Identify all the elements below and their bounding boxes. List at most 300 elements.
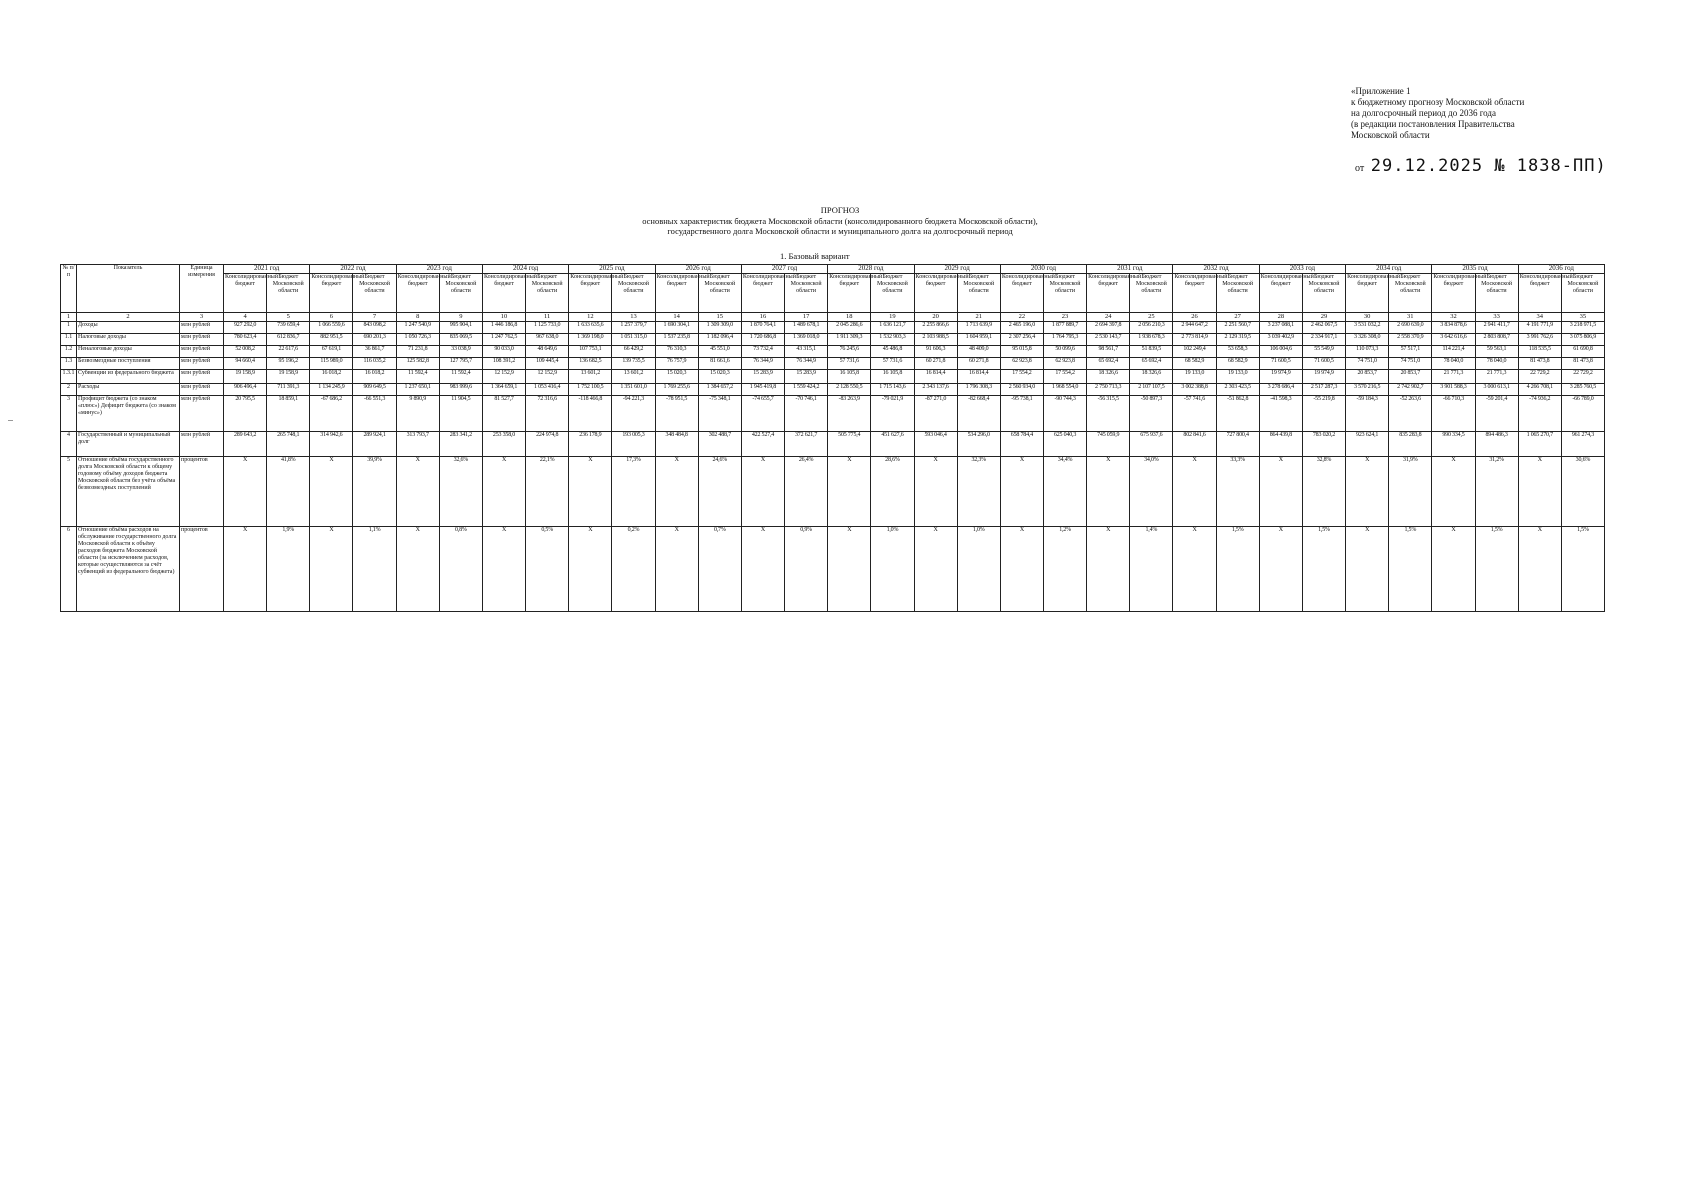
- value-cell: 22,1%: [526, 457, 569, 527]
- value-cell: X: [1173, 457, 1216, 527]
- value-cell: 1,0%: [957, 527, 1000, 612]
- unit-cell: млн рублей: [180, 346, 224, 358]
- value-cell: 1 384 657,2: [698, 384, 741, 396]
- value-cell: 505 775,4: [828, 432, 871, 457]
- year-header: 2034 год: [1346, 265, 1432, 274]
- value-cell: 65 692,4: [1087, 358, 1130, 370]
- value-cell: 78 040,0: [1475, 358, 1518, 370]
- value-cell: 16 105,8: [828, 370, 871, 384]
- value-cell: 0,7%: [698, 527, 741, 612]
- consolidated-budget-header: Консолидированный бюджет: [310, 274, 353, 313]
- indicator-name: Налоговые доходы: [77, 334, 180, 346]
- value-cell: X: [828, 527, 871, 612]
- value-cell: 2 303 423,5: [1216, 384, 1259, 396]
- value-cell: 372 621,7: [785, 432, 828, 457]
- value-cell: 835 069,5: [439, 334, 482, 346]
- value-cell: 1 053 416,4: [526, 384, 569, 396]
- value-cell: 1 446 186,8: [482, 322, 525, 334]
- value-cell: X: [655, 527, 698, 612]
- value-cell: 1 351 601,0: [612, 384, 655, 396]
- column-number: 2: [77, 313, 180, 322]
- value-cell: 16 018,2: [353, 370, 396, 384]
- value-cell: X: [1518, 457, 1561, 527]
- value-cell: 31,2%: [1475, 457, 1518, 527]
- value-cell: X: [1346, 457, 1389, 527]
- value-cell: 115 989,0: [310, 358, 353, 370]
- value-cell: 3 002 388,8: [1173, 384, 1216, 396]
- value-cell: 265 748,1: [267, 432, 310, 457]
- value-cell: 1,5%: [1302, 527, 1345, 612]
- value-cell: 2 103 988,5: [914, 334, 957, 346]
- row-number: 1.2: [61, 346, 77, 358]
- table-row: [61, 346, 1605, 358]
- value-cell: 1 968 554,0: [1043, 384, 1086, 396]
- value-cell: 1 752 100,5: [569, 384, 612, 396]
- column-number: 16: [741, 313, 784, 322]
- value-cell: 2 107 107,5: [1130, 384, 1173, 396]
- year-header: 2028 год: [828, 265, 914, 274]
- table-row: [61, 384, 1605, 396]
- title-line: ПРОГНОЗ: [820, 205, 860, 215]
- value-cell: 12 152,9: [526, 370, 569, 384]
- unit-cell: млн рублей: [180, 396, 224, 432]
- value-cell: 289 643,2: [224, 432, 267, 457]
- value-cell: 19 974,9: [1302, 370, 1345, 384]
- column-number: 12: [569, 313, 612, 322]
- row-number: 1.3.1: [61, 370, 77, 384]
- value-cell: 2 343 137,6: [914, 384, 957, 396]
- unit-cell: млн рублей: [180, 358, 224, 370]
- value-cell: 3 991 762,6: [1518, 334, 1561, 346]
- value-cell: 1,5%: [1561, 527, 1604, 612]
- value-cell: 1 690 304,1: [655, 322, 698, 334]
- value-cell: 17,3%: [612, 457, 655, 527]
- indicator-name: Профицит бюджета (со знаком «плюс») Дефицит бюджета (со знаком «минус»): [77, 396, 180, 432]
- value-cell: 68 582,9: [1216, 358, 1259, 370]
- value-cell: 78 040,0: [1432, 358, 1475, 370]
- value-cell: 19 133,0: [1173, 370, 1216, 384]
- value-cell: 106 004,6: [1259, 346, 1302, 358]
- value-cell: 1 051 315,0: [612, 334, 655, 346]
- value-cell: -75 348,1: [698, 396, 741, 432]
- value-cell: 36 861,7: [353, 346, 396, 358]
- resolution-reference: [1355, 156, 1607, 176]
- value-cell: 55 549,9: [1302, 346, 1345, 358]
- value-cell: 690 201,3: [353, 334, 396, 346]
- value-cell: 17 554,2: [1043, 370, 1086, 384]
- value-cell: 1 877 889,7: [1043, 322, 1086, 334]
- value-cell: 114 221,4: [1432, 346, 1475, 358]
- value-cell: 1 769 255,6: [655, 384, 698, 396]
- value-cell: -95 738,1: [1000, 396, 1043, 432]
- indicator-name: Субвенции из федерального бюджета: [77, 370, 180, 384]
- value-cell: 1 066 559,6: [310, 322, 353, 334]
- value-cell: 12 152,9: [482, 370, 525, 384]
- value-cell: 57 731,6: [828, 358, 871, 370]
- value-cell: 1 364 659,1: [482, 384, 525, 396]
- row-number: 4: [61, 432, 77, 457]
- value-cell: -52 263,6: [1389, 396, 1432, 432]
- value-cell: -78 951,5: [655, 396, 698, 432]
- header-unit: Единица измерения: [180, 265, 224, 313]
- value-cell: -66 551,3: [353, 396, 396, 432]
- value-cell: X: [482, 457, 525, 527]
- value-cell: 835 283,8: [1389, 432, 1432, 457]
- value-cell: 95 015,8: [1000, 346, 1043, 358]
- value-cell: -57 741,6: [1173, 396, 1216, 432]
- column-number: 4: [224, 313, 267, 322]
- value-cell: 41,8%: [267, 457, 310, 527]
- value-cell: 21 771,3: [1475, 370, 1518, 384]
- value-cell: 76 245,6: [828, 346, 871, 358]
- year-header: 2021 год: [224, 265, 310, 274]
- value-cell: 658 784,4: [1000, 432, 1043, 457]
- consolidated-budget-header: Консолидированный бюджет: [914, 274, 957, 313]
- value-cell: 28,6%: [871, 457, 914, 527]
- table-row: [61, 358, 1605, 370]
- value-cell: 31,9%: [1389, 457, 1432, 527]
- column-number: 15: [698, 313, 741, 322]
- value-cell: -70 746,1: [785, 396, 828, 432]
- value-cell: 2 694 397,8: [1087, 322, 1130, 334]
- value-cell: -59 184,3: [1346, 396, 1389, 432]
- value-cell: 1 050 726,3: [396, 334, 439, 346]
- value-cell: 2 307 256,4: [1000, 334, 1043, 346]
- value-cell: 71 231,8: [396, 346, 439, 358]
- value-cell: 18 859,1: [267, 396, 310, 432]
- value-cell: -66 789,0: [1561, 396, 1604, 432]
- value-cell: 11 592,4: [396, 370, 439, 384]
- variant-heading: 1. Базовый вариант: [780, 251, 850, 261]
- value-cell: 139 735,5: [612, 358, 655, 370]
- value-cell: 76 344,9: [785, 358, 828, 370]
- value-cell: 1 237 650,1: [396, 384, 439, 396]
- value-cell: 1 559 424,2: [785, 384, 828, 396]
- appendix-line: «Приложение 1: [1351, 86, 1411, 96]
- value-cell: 2 558 370,9: [1389, 334, 1432, 346]
- regional-budget-header: Бюджет Московской области: [267, 274, 310, 313]
- value-cell: 1 720 686,8: [741, 334, 784, 346]
- value-cell: -55 219,8: [1302, 396, 1345, 432]
- regional-budget-header: Бюджет Московской области: [1043, 274, 1086, 313]
- value-cell: 20 795,5: [224, 396, 267, 432]
- unit-cell: млн рублей: [180, 334, 224, 346]
- value-cell: X: [396, 527, 439, 612]
- value-cell: X: [310, 457, 353, 527]
- year-header: 2033 год: [1259, 265, 1345, 274]
- value-cell: 57 517,1: [1389, 346, 1432, 358]
- value-cell: 71 600,5: [1259, 358, 1302, 370]
- value-cell: 110 073,3: [1346, 346, 1389, 358]
- value-cell: 51 839,5: [1130, 346, 1173, 358]
- column-number: 22: [1000, 313, 1043, 322]
- resolution-prefix: от: [1355, 163, 1365, 174]
- column-number: 8: [396, 313, 439, 322]
- value-cell: 73 732,4: [741, 346, 784, 358]
- year-header: 2029 год: [914, 265, 1000, 274]
- value-cell: 534 296,0: [957, 432, 1000, 457]
- value-cell: X: [828, 457, 871, 527]
- value-cell: 2 803 808,7: [1475, 334, 1518, 346]
- value-cell: 0,5%: [526, 527, 569, 612]
- value-cell: 1 134 245,9: [310, 384, 353, 396]
- value-cell: -59 201,4: [1475, 396, 1518, 432]
- regional-budget-header: Бюджет Московской области: [439, 274, 482, 313]
- table-row: [61, 432, 1605, 457]
- year-header: 2025 год: [569, 265, 655, 274]
- value-cell: 66 429,2: [612, 346, 655, 358]
- value-cell: 302 488,7: [698, 432, 741, 457]
- resolution-date-number: 29.12.2025 № 1838-ПП): [1370, 156, 1607, 176]
- column-number: 10: [482, 313, 525, 322]
- column-number: 17: [785, 313, 828, 322]
- value-cell: 43 315,1: [785, 346, 828, 358]
- value-cell: 22 617,6: [267, 346, 310, 358]
- appendix-line: (в редакции постановления Правительства: [1351, 119, 1515, 129]
- value-cell: -41 598,3: [1259, 396, 1302, 432]
- table-row: [61, 334, 1605, 346]
- consolidated-budget-header: Консолидированный бюджет: [224, 274, 267, 313]
- value-cell: 76 344,9: [741, 358, 784, 370]
- appendix-line: к бюджетному прогнозу Московской области: [1351, 97, 1525, 107]
- table-row: [61, 370, 1605, 384]
- row-number: 1.3: [61, 358, 77, 370]
- value-cell: 451 627,6: [871, 432, 914, 457]
- year-header: 2026 год: [655, 265, 741, 274]
- unit-cell: млн рублей: [180, 432, 224, 457]
- value-cell: 1 713 639,9: [957, 322, 1000, 334]
- value-cell: 2 560 934,0: [1000, 384, 1043, 396]
- column-number: 24: [1087, 313, 1130, 322]
- consolidated-budget-header: Консолидированный бюджет: [482, 274, 525, 313]
- value-cell: 1 537 235,8: [655, 334, 698, 346]
- value-cell: 1,5%: [1475, 527, 1518, 612]
- forecast-table: [60, 264, 1605, 612]
- value-cell: X: [1259, 527, 1302, 612]
- table-row: [61, 322, 1605, 334]
- value-cell: 1 945 419,8: [741, 384, 784, 396]
- value-cell: 983 999,6: [439, 384, 482, 396]
- unit-cell: процентов: [180, 457, 224, 527]
- value-cell: 45 486,8: [871, 346, 914, 358]
- year-header: 2027 год: [741, 265, 827, 274]
- value-cell: 34,0%: [1130, 457, 1173, 527]
- value-cell: 224 974,8: [526, 432, 569, 457]
- regional-budget-header: Бюджет Московской области: [526, 274, 569, 313]
- value-cell: 59 563,1: [1475, 346, 1518, 358]
- value-cell: -74 936,2: [1518, 396, 1561, 432]
- value-cell: 2 517 287,3: [1302, 384, 1345, 396]
- value-cell: 4 266 708,1: [1518, 384, 1561, 396]
- value-cell: 2 462 067,5: [1302, 322, 1345, 334]
- value-cell: 16 018,2: [310, 370, 353, 384]
- value-cell: 780 623,4: [224, 334, 267, 346]
- value-cell: 60 271,8: [957, 358, 1000, 370]
- appendix-line: Московской области: [1351, 130, 1430, 140]
- value-cell: X: [914, 527, 957, 612]
- value-cell: 20 853,7: [1389, 370, 1432, 384]
- value-cell: 11 592,4: [439, 370, 482, 384]
- value-cell: -87 271,0: [914, 396, 957, 432]
- year-header: 2031 год: [1087, 265, 1173, 274]
- column-number: 19: [871, 313, 914, 322]
- value-cell: -56 315,5: [1087, 396, 1130, 432]
- value-cell: 1 309 309,0: [698, 322, 741, 334]
- value-cell: X: [1000, 457, 1043, 527]
- column-number: 11: [526, 313, 569, 322]
- value-cell: 864 439,8: [1259, 432, 1302, 457]
- consolidated-budget-header: Консолидированный бюджет: [1259, 274, 1302, 313]
- value-cell: 3 237 088,1: [1259, 322, 1302, 334]
- value-cell: 313 793,7: [396, 432, 439, 457]
- value-cell: 283 341,2: [439, 432, 482, 457]
- value-cell: 3 278 686,4: [1259, 384, 1302, 396]
- consolidated-budget-header: Консолидированный бюджет: [1000, 274, 1043, 313]
- row-number: 1: [61, 322, 77, 334]
- regional-budget-header: Бюджет Московской области: [1475, 274, 1518, 313]
- indicator-name: Неналоговые доходы: [77, 346, 180, 358]
- value-cell: 2 056 210,3: [1130, 322, 1173, 334]
- value-cell: 21 771,3: [1432, 370, 1475, 384]
- value-cell: -66 710,3: [1432, 396, 1475, 432]
- value-cell: 2 530 143,7: [1087, 334, 1130, 346]
- value-cell: 1,0%: [871, 527, 914, 612]
- consolidated-budget-header: Консолидированный бюджет: [741, 274, 784, 313]
- value-cell: -51 862,8: [1216, 396, 1259, 432]
- value-cell: 2 045 286,6: [828, 322, 871, 334]
- regional-budget-header: Бюджет Московской области: [1561, 274, 1604, 313]
- regional-budget-header: Бюджет Московской области: [1130, 274, 1173, 313]
- consolidated-budget-header: Консолидированный бюджет: [1346, 274, 1389, 313]
- consolidated-budget-header: Консолидированный бюджет: [655, 274, 698, 313]
- column-number: 30: [1346, 313, 1389, 322]
- value-cell: 22 729,2: [1561, 370, 1604, 384]
- value-cell: 1,1%: [353, 527, 396, 612]
- header-indicator: Показатель: [77, 265, 180, 313]
- value-cell: 30,6%: [1561, 457, 1604, 527]
- value-cell: 2 128 550,5: [828, 384, 871, 396]
- value-cell: 15 283,9: [785, 370, 828, 384]
- title-line: основных характеристик бюджета Московской области (консолидированного бюджета Московской области),: [642, 215, 1038, 226]
- value-cell: 961 274,3: [1561, 432, 1604, 457]
- column-number: 28: [1259, 313, 1302, 322]
- value-cell: 13 601,2: [612, 370, 655, 384]
- regional-budget-header: Бюджет Московской области: [957, 274, 1000, 313]
- column-number: 27: [1216, 313, 1259, 322]
- title-line: государственного долга Московской области и муниципального долга на долгосрочный период: [667, 226, 1013, 236]
- value-cell: 109 445,4: [526, 358, 569, 370]
- column-number: 31: [1389, 313, 1432, 322]
- value-cell: 108 391,2: [482, 358, 525, 370]
- value-cell: 98 561,7: [1087, 346, 1130, 358]
- value-cell: X: [1518, 527, 1561, 612]
- value-cell: 107 753,1: [569, 346, 612, 358]
- indicator-name: Расходы: [77, 384, 180, 396]
- indicator-name: Отношение объёма государственного долга Московской области к общему годовому объёму доходов бюджета Московской области без учёта объёма безвозмездных поступлений: [77, 457, 180, 527]
- value-cell: 95 196,2: [267, 358, 310, 370]
- indicator-name: Безвозмездные поступления: [77, 358, 180, 370]
- value-cell: 3 075 806,9: [1561, 334, 1604, 346]
- value-cell: 48 409,0: [957, 346, 1000, 358]
- table-row: [61, 527, 1605, 612]
- consolidated-budget-header: Консолидированный бюджет: [396, 274, 439, 313]
- column-number: 7: [353, 313, 396, 322]
- value-cell: 15 020,3: [655, 370, 698, 384]
- value-cell: X: [569, 457, 612, 527]
- column-number: 29: [1302, 313, 1345, 322]
- value-cell: X: [224, 457, 267, 527]
- row-number: 5: [61, 457, 77, 527]
- value-cell: 94 660,4: [224, 358, 267, 370]
- column-number: 13: [612, 313, 655, 322]
- value-cell: 71 600,5: [1302, 358, 1345, 370]
- value-cell: 3 285 760,5: [1561, 384, 1604, 396]
- value-cell: X: [1087, 527, 1130, 612]
- value-cell: 18 326,6: [1130, 370, 1173, 384]
- value-cell: 33,3%: [1216, 457, 1259, 527]
- column-number: 18: [828, 313, 871, 322]
- indicator-name: Отношение объёма расходов на обслуживание государственного долга Московской области к объёму расходов бюджета Московской области (за исключением расходов, которые осуществляются за счёт субвенций из федерального бюджета): [77, 527, 180, 612]
- value-cell: 118 535,5: [1518, 346, 1561, 358]
- value-cell: 67 619,1: [310, 346, 353, 358]
- value-cell: 1 796 308,3: [957, 384, 1000, 396]
- unit-cell: млн рублей: [180, 384, 224, 396]
- regional-budget-header: Бюджет Московской области: [612, 274, 655, 313]
- value-cell: 783 020,2: [1302, 432, 1345, 457]
- value-cell: 1 489 678,1: [785, 322, 828, 334]
- value-cell: 1,9%: [267, 527, 310, 612]
- value-cell: 116 035,2: [353, 358, 396, 370]
- value-cell: 48 649,6: [526, 346, 569, 358]
- value-cell: 45 551,0: [698, 346, 741, 358]
- column-number: 26: [1173, 313, 1216, 322]
- consolidated-budget-header: Консолидированный бюджет: [828, 274, 871, 313]
- value-cell: 1,2%: [1043, 527, 1086, 612]
- column-number: 9: [439, 313, 482, 322]
- year-header: 2024 год: [482, 265, 568, 274]
- value-cell: -50 897,3: [1130, 396, 1173, 432]
- scan-mark: [8, 420, 13, 421]
- value-cell: 2 750 713,3: [1087, 384, 1130, 396]
- value-cell: 3 531 032,2: [1346, 322, 1389, 334]
- value-cell: X: [569, 527, 612, 612]
- value-cell: X: [224, 527, 267, 612]
- value-cell: -83 263,9: [828, 396, 871, 432]
- value-cell: -94 221,3: [612, 396, 655, 432]
- consolidated-budget-header: Консолидированный бюджет: [1432, 274, 1475, 313]
- value-cell: 19 133,0: [1216, 370, 1259, 384]
- value-cell: 74 751,0: [1346, 358, 1389, 370]
- value-cell: 1 938 678,3: [1130, 334, 1173, 346]
- value-cell: 1 065 270,7: [1518, 432, 1561, 457]
- value-cell: 19 158,9: [224, 370, 267, 384]
- column-number: 3: [180, 313, 224, 322]
- year-header: 2032 год: [1173, 265, 1259, 274]
- value-cell: 3 326 308,0: [1346, 334, 1389, 346]
- value-cell: X: [310, 527, 353, 612]
- value-cell: 927 292,0: [224, 322, 267, 334]
- row-number: 2: [61, 384, 77, 396]
- value-cell: 26,4%: [785, 457, 828, 527]
- value-cell: X: [396, 457, 439, 527]
- value-cell: 1 369 018,0: [785, 334, 828, 346]
- column-number: 35: [1561, 313, 1604, 322]
- value-cell: 894 486,3: [1475, 432, 1518, 457]
- value-cell: 2 334 917,1: [1302, 334, 1345, 346]
- value-cell: 16 814,4: [957, 370, 1000, 384]
- value-cell: X: [1346, 527, 1389, 612]
- value-cell: -67 686,2: [310, 396, 353, 432]
